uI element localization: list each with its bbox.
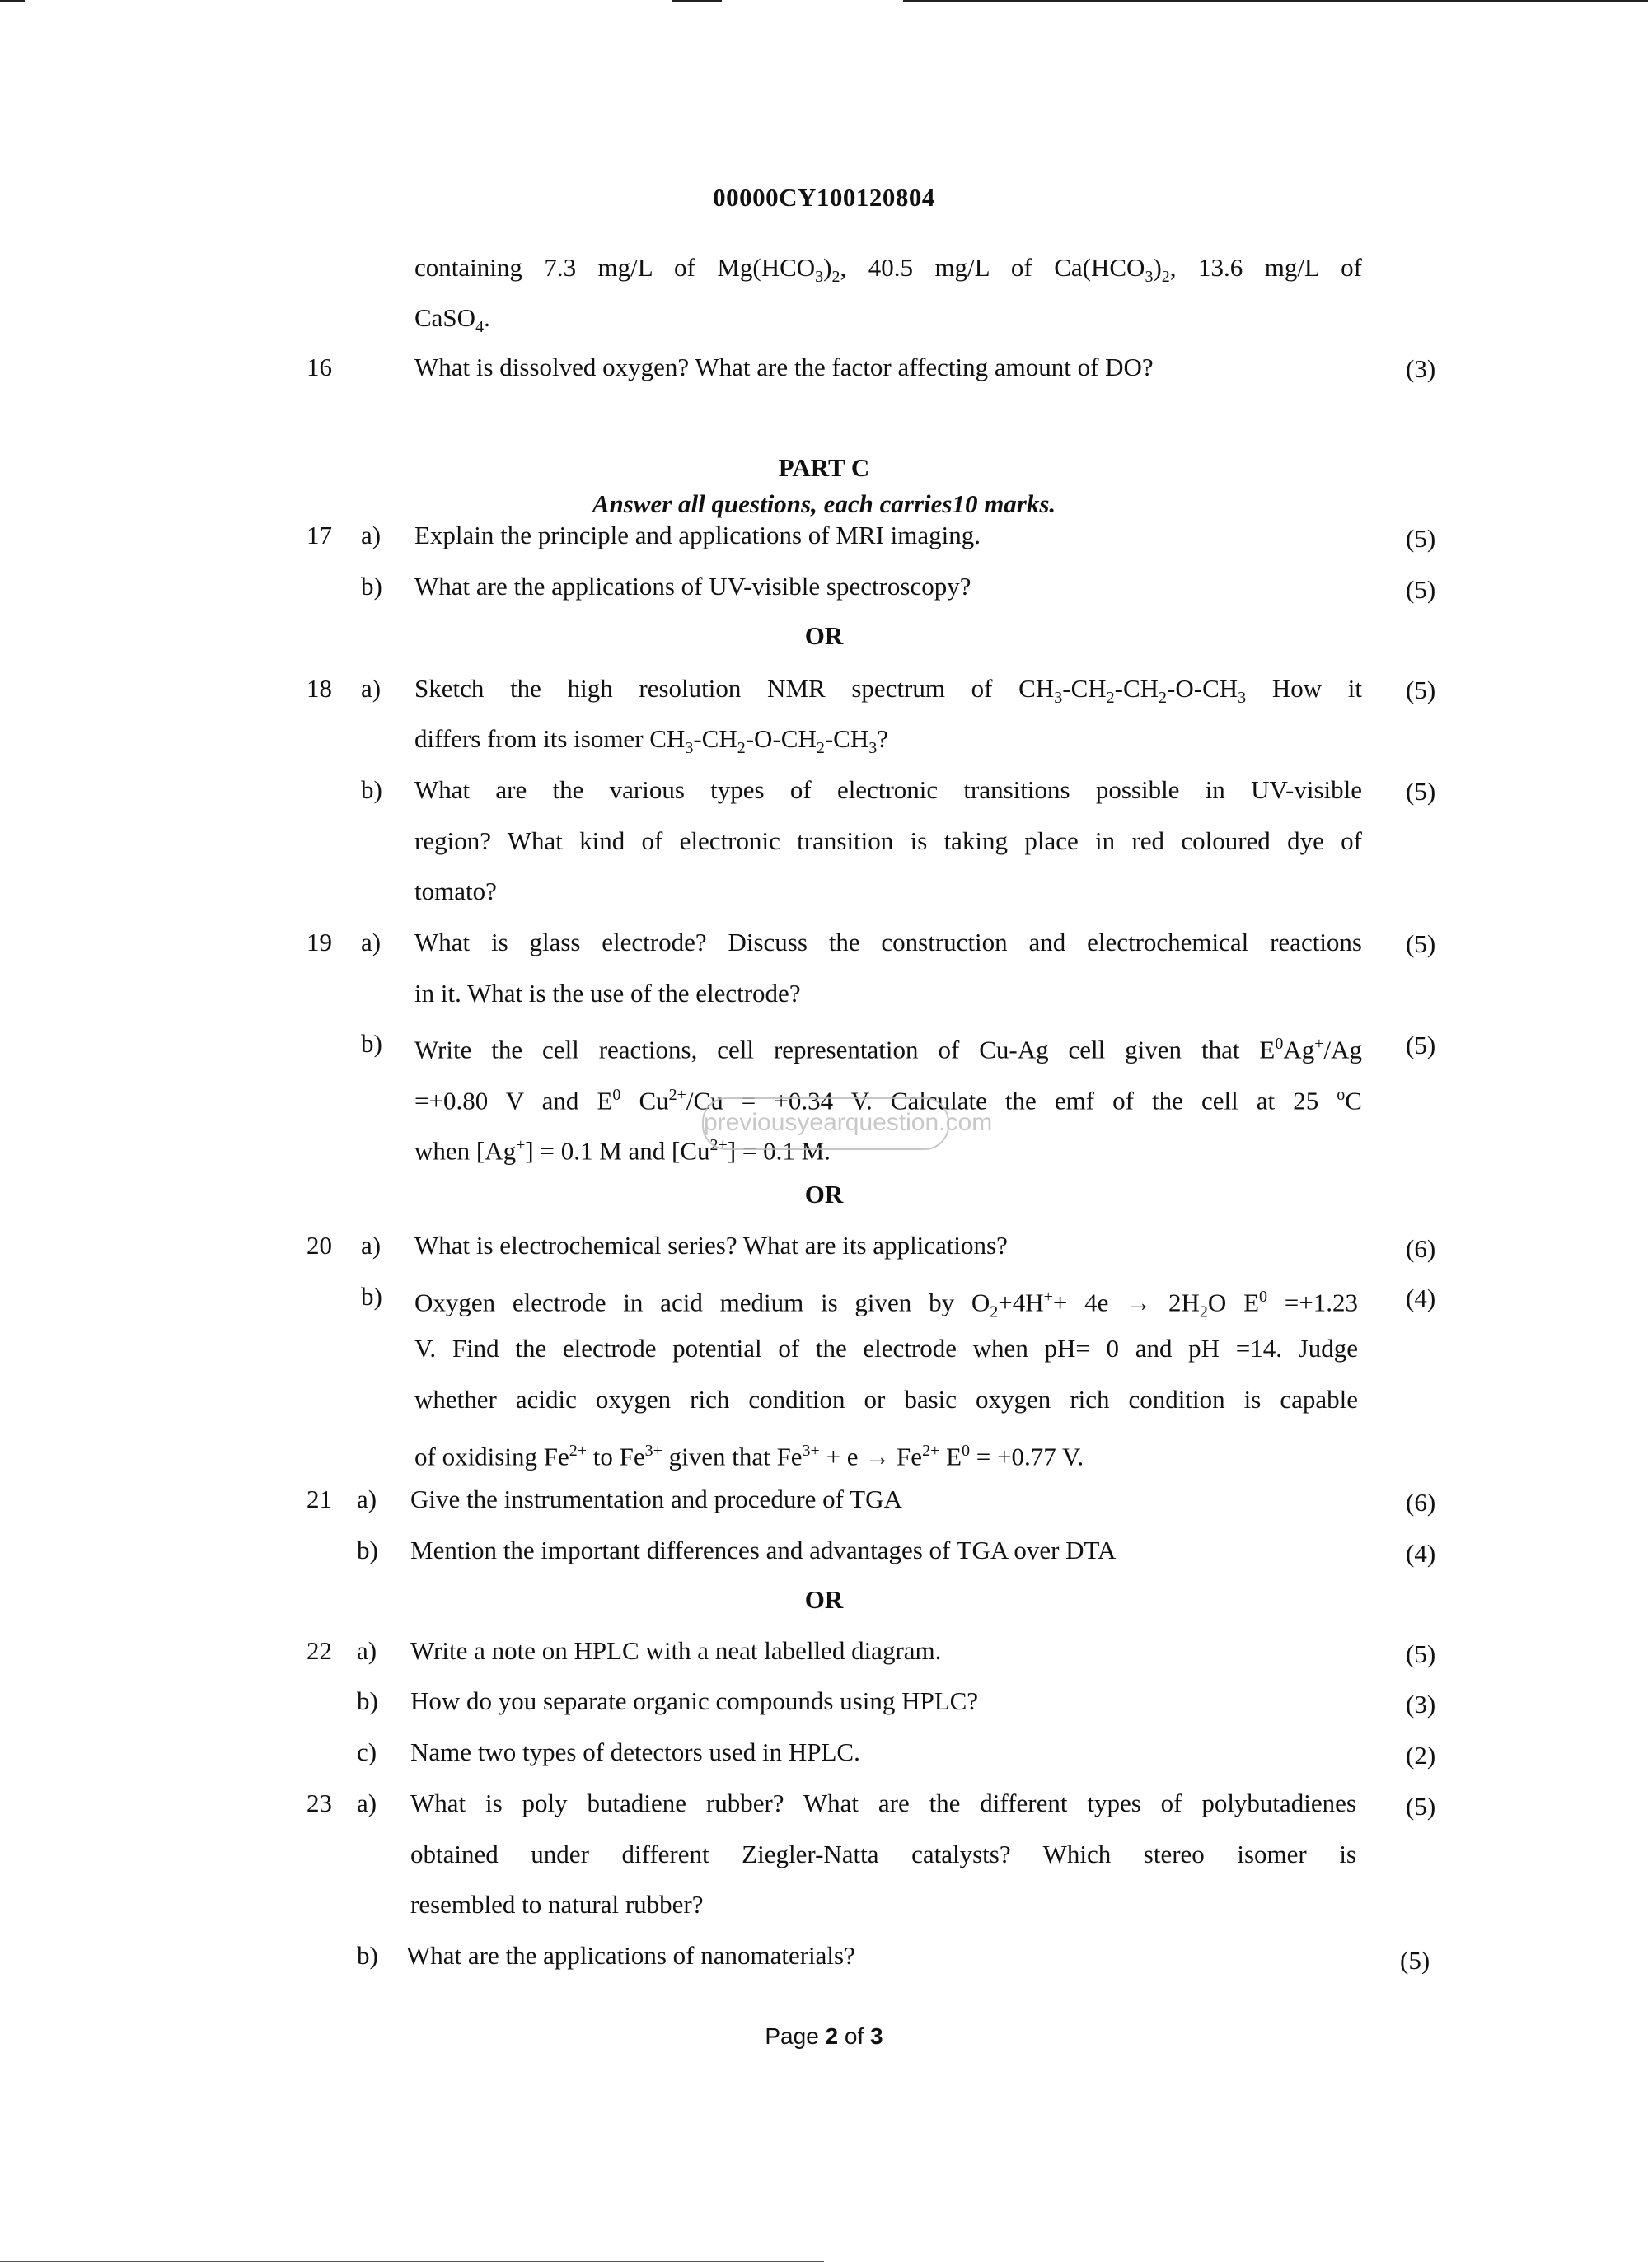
question-number: 17 [307,521,332,549]
q15-continuation-line1: containing 7.3 mg/L of $Mg(HCO_3)_2$, 40.5 mg/L of $Ca(HCO_3)_2$, 13.6 mg/L of [414,253,1363,287]
question-text: V. Find the electrode potential of the electrode when pH= 0 and pH =14. Judge [414,1334,1358,1363]
question-text: What is poly butadiene rubber? What are the different types of polybutadienes [410,1789,1356,1817]
question-text: Oxygen electrode in acid medium is given by $O_2+4H^++ 4e \to 2H_2O$ $E^0 =+1.23$ [414,1288,1359,1321]
question-text: tomato? [414,877,497,905]
or-divider: OR [804,1585,844,1614]
subpart-label: b) [361,572,382,601]
paper-code: 00000CY100120804 [713,183,935,212]
question-number: 23 [307,1789,332,1817]
question-number: 22 [307,1636,332,1665]
question-text: obtained under different Ziegler-Natta catalysts? Which stereo isomer is [410,1840,1356,1868]
subpart-label: b) [357,1941,378,1970]
total-page-number: 3 [870,2023,883,2049]
question-marks: (5) [1406,676,1436,704]
question-marks: (6) [1406,1488,1436,1517]
subpart-label: b) [357,1536,378,1564]
question-text: Mention the important differences and advantages of TGA over DTA [410,1536,1117,1564]
question-marks: (5) [1406,929,1436,958]
question-text: region? What kind of electronic transition is taking place in red coloured dye of [414,826,1362,855]
subpart-label: b) [361,775,382,804]
question-text: whether acidic oxygen rich condition or basic oxygen rich condition is capable [414,1385,1358,1414]
subpart-label: a) [361,674,382,703]
subpart-label: b) [357,1686,378,1715]
question-marks: (2) [1406,1741,1436,1770]
question-text: What are the applications of nanomaterials? [406,1941,855,1970]
question-text: What are the applications of UV-visible spectroscopy? [414,572,971,601]
subpart-label: a) [357,1789,377,1817]
part-instruction: Answer all questions, each carries10 marks. [592,489,1056,518]
top-edge-line [672,0,722,2]
question-text: Give the instrumentation and procedure of TGA [410,1485,902,1513]
question-text: Name two types of detectors used in HPLC. [410,1737,860,1766]
question-marks: (5) [1406,1031,1436,1059]
question-marks: (5) [1406,575,1436,604]
subpart-label: a) [357,1636,377,1665]
question-marks: (5) [1406,1639,1436,1668]
question-text: in it. What is the use of the electrode? [414,979,801,1008]
part-title: PART C [778,453,870,482]
question-text: What is dissolved oxygen? What are the factor affecting amount of DO? [414,353,1154,381]
subpart-label: a) [361,1231,382,1260]
question-text: What is electrochemical series? What are its applications? [414,1231,1008,1260]
question-text: =+0.80 V and $E^0$ $Cu^{2+}/Cu = +0.34$ V. Calculate the emf of the cell at 25 $^o$C [414,1086,1362,1115]
current-page-number: 2 [825,2023,839,2049]
question-text: Write the cell reactions, cell representation of Cu-Ag cell given that $E^0Ag^+/Ag$ [414,1035,1362,1064]
question-marks: (5) [1406,1792,1436,1821]
subpart-label: a) [361,928,382,956]
q15-continuation-line2: CaSO$_4$. [414,303,490,337]
or-divider: OR [804,621,844,650]
question-number: 21 [307,1485,332,1513]
question-number: 16 [307,353,332,381]
question-text: How do you separate organic compounds using HPLC? [410,1686,979,1715]
subpart-label: a) [361,521,382,549]
question-marks: (5) [1406,777,1436,806]
question-text: What is glass electrode? Discuss the construction and electrochemical reactions [414,928,1362,956]
bottom-edge-line [0,2261,824,2262]
question-number: 18 [307,674,332,703]
page-footer: Page 2 of 3 [765,2023,883,2049]
question-text: Write a note on HPLC with a neat labelled diagram. [410,1636,942,1665]
question-number: 20 [307,1231,332,1260]
question-marks: (3) [1406,1690,1436,1719]
question-marks: (5) [1406,524,1436,553]
subpart-label: b) [361,1282,382,1311]
question-marks: (6) [1406,1234,1436,1263]
question-text: when [Ag+] = 0.1 M and $[Cu^{2+}] = 0.1$ M. [414,1136,831,1166]
question-text: differs from its isomer $CH_3-CH_2-O-CH_2-CH_3$? [414,724,888,758]
question-marks: (4) [1406,1539,1436,1568]
watermark-logo: previousyearquestion.com [702,1097,949,1150]
question-text: of oxidising $Fe^{2+}$ to $Fe^{3+}$ given that $Fe^{3+} + e \to Fe^{2+}$ $E^0 = +0.77$ V. [414,1442,1084,1471]
or-divider: OR [804,1180,844,1209]
top-edge-line [903,0,1648,2]
question-marks: (5) [1400,1946,1430,1975]
subpart-label: c) [357,1737,377,1766]
question-text: resembled to natural rubber? [410,1890,704,1919]
top-edge-line [0,0,25,2]
question-text: What are the various types of electronic transitions possible in UV-visible [414,775,1362,804]
question-number: 19 [307,928,332,956]
question-text: Explain the principle and applications of MRI imaging. [414,521,981,549]
question-marks: (3) [1406,354,1436,383]
question-text: Sketch the high resolution NMR spectrum of $CH_3-CH_2-CH_2-O-CH_3$ How it [414,674,1362,708]
question-marks: (4) [1406,1284,1436,1312]
subpart-label: b) [361,1029,382,1058]
subpart-label: a) [357,1485,377,1513]
